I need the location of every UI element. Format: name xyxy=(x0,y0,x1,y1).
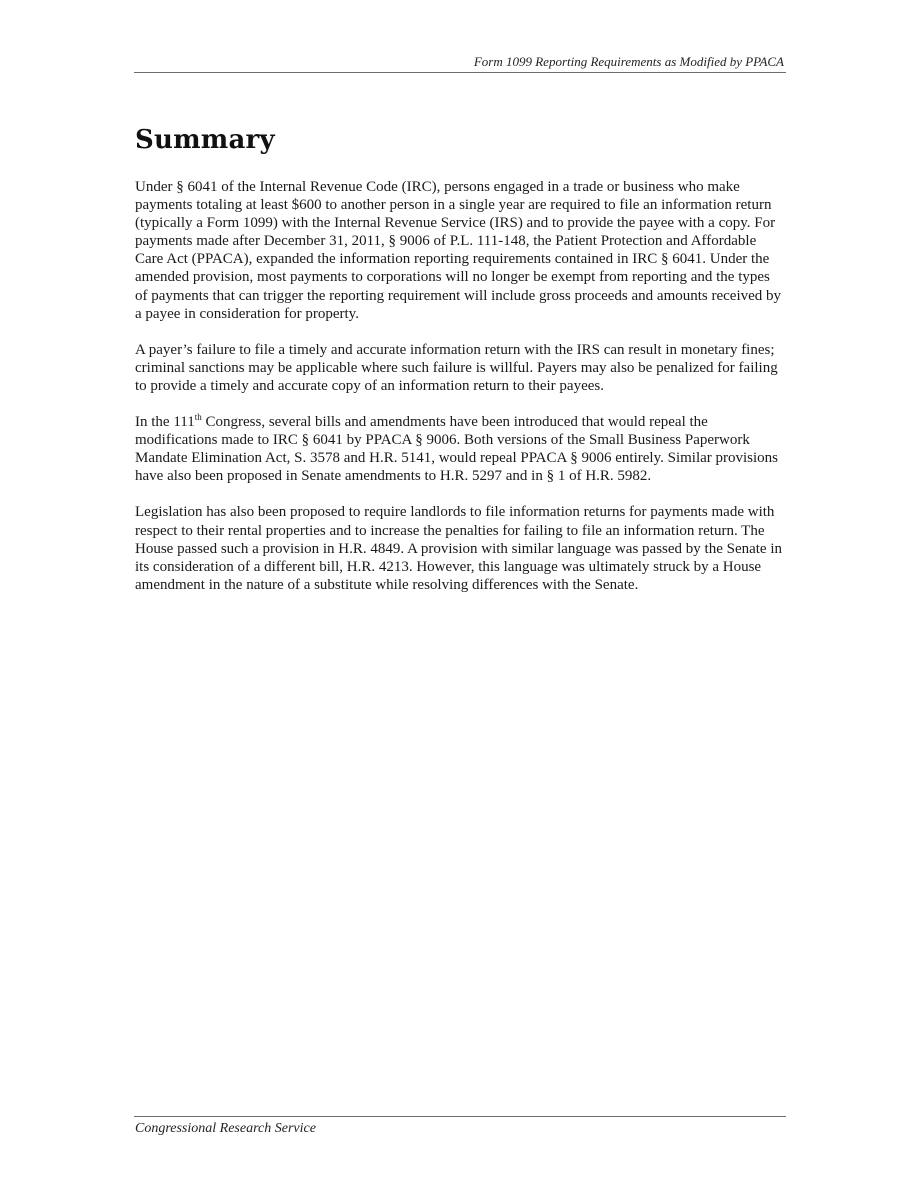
main-content xyxy=(135,123,786,612)
paragraph-text: Congress, several bills and amendments have been introduced that would repeal the modifications made to IRC § 6041 by PPACA § 9006. Both versions of the Small Business Paperwork Mandate Elimination Act, S. 3578 and H.R. 5141, would repeal PPACA § 9006 entirely. Similar provisions have also been proposed in Senate amendments to H.R. 5297 and in § 1 of H.R. 5982. xyxy=(135,414,779,485)
footer-source: Congressional Research Service xyxy=(135,1121,316,1136)
running-footer xyxy=(134,1116,786,1136)
page-title: Summary xyxy=(135,125,275,155)
paragraph-111th-congress xyxy=(135,413,786,485)
paragraph-penalties xyxy=(135,341,786,395)
paragraph-irc-6041-overview xyxy=(135,178,786,323)
running-header xyxy=(134,50,786,73)
running-header-title: Form 1099 Reporting Requirements as Modified by PPACA xyxy=(473,54,784,69)
paragraph-prefix: In the 111 xyxy=(135,414,195,431)
ordinal-superscript: th xyxy=(194,412,202,423)
paragraph-landlord-legislation xyxy=(135,503,786,593)
paragraph-text: Legislation has also been proposed to require landlords to file information returns for payments made with respect to their rental properties and to increase the penalties for failing to file an information return. The House passed such a provision in H.R. 4849. A provision with similar language was passed by the Senate in its consideration of a different bill, H.R. 4213. However, this language was ultimately struck by a House amendment in the nature of a substitute while resolving differences with the Senate. xyxy=(135,504,782,593)
paragraph-text: Under § 6041 of the Internal Revenue Code (IRC), persons engaged in a trade or business who make payments totaling at least $600 to another person in a single year are required to file an information return (typically a Form 1099) with the Internal Revenue Service (IRS) and to provide the payee with a copy. For payments made after December 31, 2011, § 9006 of P.L. 111-148, the Patient Protection and Affordable Care Act (PPACA), expanded the information reporting requirements contained in IRC § 6041. Under the amended provision, most payments to corporations will no longer be exempt from reporting and the types of payments that can trigger the reporting requirement will include gross proceeds and amounts received by a payee in consideration for property. xyxy=(135,179,782,322)
paragraph-text: A payer’s failure to file a timely and accurate information return with the IRS can result in monetary fines; criminal sanctions may be applicable where such failure is willful. Payers may also be penalized for failing to provide a timely and accurate copy of an information return to their payees. xyxy=(135,341,778,394)
